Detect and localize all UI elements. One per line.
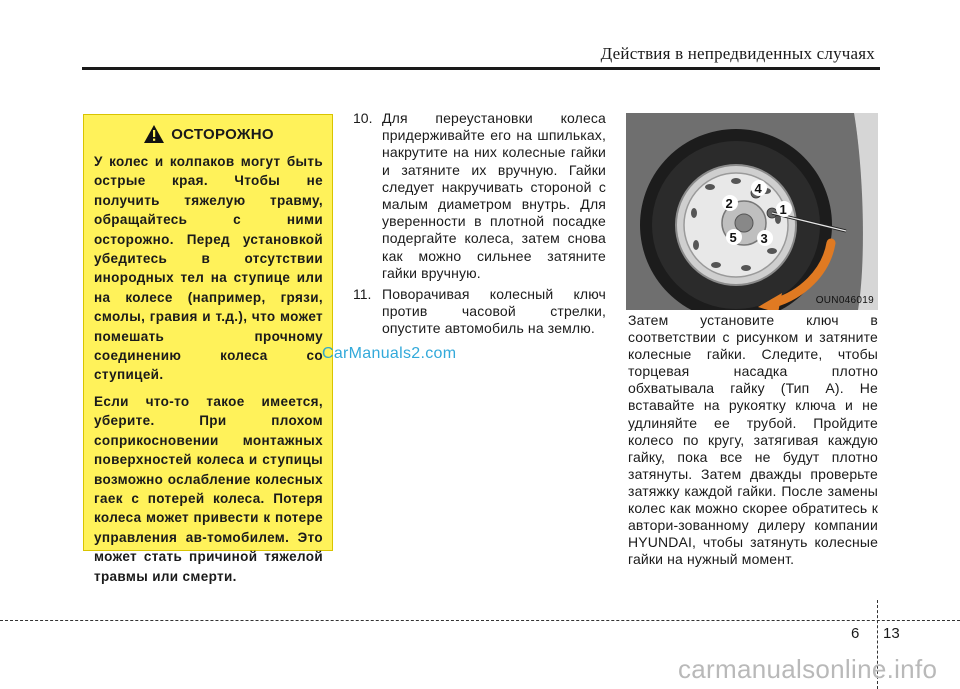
step-number: 10. xyxy=(353,110,373,126)
footer-divider xyxy=(0,620,960,621)
header-divider xyxy=(82,67,880,70)
step-item xyxy=(353,286,606,338)
wheel-nut-diagram xyxy=(626,113,878,310)
figure-code: OUN046019 xyxy=(815,295,874,306)
warning-paragraph-2: Если что-то такое имеется, уберите. При плохом соприкосновении монтажных поверхностей колеса и ступицы возможно ослабление колесных гаек с потерей колеса. Потеря колеса может привести к потере управления ав-томобилем. Это может стать причиной тяжелой травмы или смерти. xyxy=(94,393,323,584)
warning-title: ОСТОРОЖНО xyxy=(171,125,274,143)
instruction-steps xyxy=(353,110,606,338)
warning-box xyxy=(83,114,333,584)
warning-heading xyxy=(94,124,323,144)
site-watermark: carmanualsonline.info xyxy=(678,654,938,684)
page-number: 13 xyxy=(883,625,900,642)
callout-label: 3 xyxy=(760,231,768,246)
warning-paragraph-1: У колес и колпаков могут быть острые края. Чтобы не получить тяжелую травму, обращайтесь с ними осторожно. Перед установкой убедитесь в отсутствии инородных тел на ступице или на колесе (например, грязи, смолы, гравия и т.д.), что может помешать прочному соединению колеса со ступицей. xyxy=(94,154,323,383)
warning-triangle-icon xyxy=(143,124,165,144)
step-text: Для переустановки колеса придерживайте его на шпильках, накрутите на них колесные гайки и затяните их вручную. Гайки следует накручивать стороной с малым диаметром внутрь. Для уверенности в плотной посадке подергайте колеса, затем снова как можно сильнее затяните гайки вручную. xyxy=(382,110,606,281)
callout-label: 1 xyxy=(779,202,787,217)
body-paragraph: Затем установите ключ в соответствии с рисунком и затяните колесные гайки. Следите, чтобы торцевая насадка плотно обхватывала гайку (Тип A). Не вставайте на рукоятку ключа и не удлиняйте ее трубой. Пройдите колесо по кругу, затягивая каждую гайку, пока все не будут плотно затянуты. Затем дважды проверьте затяжку каждой гайки. После замены колес как можно скорее обратитесь к автори-зованному дилеру компании HYUNDAI, чтобы затянуть колесные гайки на нужный момент. xyxy=(628,312,878,568)
page-header-title: Действия в непредвиденных случаях xyxy=(600,44,875,63)
watermark-link[interactable]: CarManuals2.com xyxy=(322,345,457,362)
step-item xyxy=(353,110,606,282)
callout-label: 4 xyxy=(754,181,762,196)
step-text: Поворачивая колесный ключ против часовой стрелки, опустите автомобиль на землю. xyxy=(382,286,606,337)
right-column-text xyxy=(628,312,878,568)
callout-label: 2 xyxy=(725,196,733,211)
section-number: 6 xyxy=(851,625,860,642)
step-number: 11. xyxy=(353,286,372,303)
wheel-figure xyxy=(626,113,878,310)
callout-label: 5 xyxy=(729,230,737,245)
